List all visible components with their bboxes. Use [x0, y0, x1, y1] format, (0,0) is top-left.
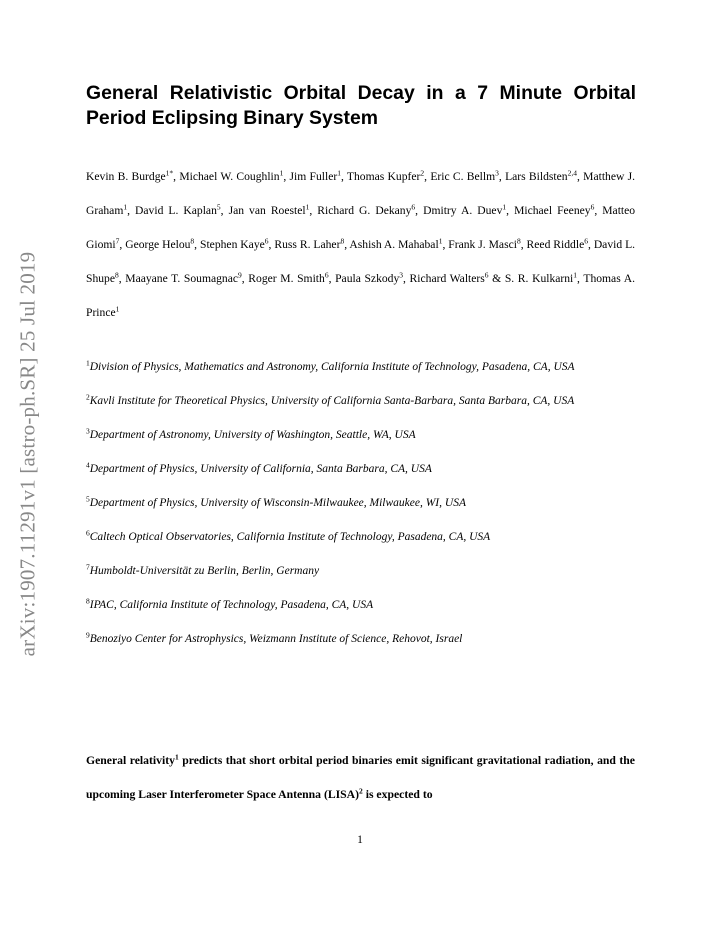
affiliation-list [86, 350, 635, 656]
author-separator: , [498, 170, 506, 183]
author-affiliation-marker: 6 [324, 270, 329, 280]
author-separator: , [594, 204, 603, 217]
author-name: Ashish A. Mahabal [349, 238, 439, 251]
author-name: S. R. Kulkarni [504, 272, 574, 285]
author-affiliation-marker: 8 [340, 236, 345, 246]
author-affiliation-marker: 2 [420, 168, 425, 178]
author-separator: , [173, 170, 180, 183]
author-name: Jim Fuller [289, 170, 338, 183]
author-affiliation-marker: 1 [438, 236, 443, 246]
author [423, 204, 506, 217]
author [527, 238, 588, 251]
author-separator: , [283, 170, 290, 183]
author-separator: , [309, 204, 318, 217]
author-name: George Helou [125, 238, 191, 251]
author-separator: , [220, 204, 229, 217]
author [289, 170, 340, 183]
author [125, 272, 242, 285]
arxiv-stamp [15, 241, 41, 667]
affiliation-number: 8 [86, 596, 90, 606]
author-separator: , [415, 204, 424, 217]
author-separator: , [424, 170, 431, 183]
author-separator: , [577, 272, 584, 285]
author-separator: , [340, 170, 347, 183]
author-separator: , [127, 204, 136, 217]
affiliation-number: 6 [86, 528, 90, 538]
author-separator: , [344, 238, 350, 251]
author-affiliation-marker: 1 [123, 202, 128, 212]
author-affiliation-marker: 1 [279, 168, 284, 178]
author [274, 238, 344, 251]
author-affiliation-marker: 3 [495, 168, 499, 178]
author [349, 238, 442, 251]
author [505, 272, 577, 285]
author-affiliation-marker: 1 [115, 304, 120, 314]
author [229, 204, 310, 217]
affiliation-item [86, 588, 635, 622]
author-affiliation-marker: 9 [238, 270, 242, 280]
author-name: Paula Szkody [335, 272, 400, 285]
affiliation-item [86, 384, 635, 418]
affiliation-number: 3 [86, 426, 90, 436]
affiliation-number: 5 [86, 494, 90, 504]
affiliation-item [86, 554, 635, 588]
author [410, 272, 489, 285]
author-affiliation-marker: 1 [573, 270, 578, 280]
author-name: Richard G. Dekany [317, 204, 412, 217]
abstract-text-2: predicts that short orbital period binaries emit significant gravitational radiation, and the upcoming Laser Interferometer Space Antenna (LISA) [86, 754, 635, 801]
author-affiliation-marker: 6 [264, 236, 269, 246]
author-affiliation-marker: 6 [484, 270, 489, 280]
author-name: Russ R. Laher [274, 238, 341, 251]
affiliation-item [86, 452, 635, 486]
author-name: David L. Kaplan [135, 204, 217, 217]
author-name: Kevin B. Burdge [86, 170, 166, 183]
author-separator: , [118, 272, 126, 285]
affiliation-number: 2 [86, 392, 90, 402]
author [448, 238, 520, 251]
author-affiliation-marker: 5 [216, 202, 221, 212]
author-affiliation-marker: 1 [502, 202, 507, 212]
author-name: Michael Feeney [514, 204, 591, 217]
author-name: David L. Shupe [86, 238, 636, 285]
author-affiliation-marker: 1 [337, 168, 341, 178]
abstract-paragraph [86, 744, 635, 812]
author-separator: , [442, 238, 449, 251]
author [125, 238, 194, 251]
author [135, 204, 221, 217]
affiliation-item [86, 486, 635, 520]
author-separator: , [328, 272, 336, 285]
author-affiliation-marker: 1 [305, 202, 310, 212]
author-name: Matthew J. Graham [86, 170, 636, 217]
author [514, 204, 594, 217]
author-affiliation-marker: 6 [411, 202, 416, 212]
author-affiliation-marker: 6 [590, 202, 595, 212]
author-name: Roger M. Smith [248, 272, 325, 285]
author [335, 272, 403, 285]
reference-1: 1 [174, 752, 179, 762]
affiliation-item [86, 622, 635, 656]
affiliation-text: Department of Astronomy, University of Washington, Seattle, WA, USA [89, 429, 416, 441]
affiliation-item [86, 350, 635, 384]
reference-2: 2 [359, 786, 363, 796]
author-name: Michael W. Coughlin [179, 170, 280, 183]
author-affiliation-marker: 6 [584, 236, 588, 246]
author [86, 170, 173, 183]
affiliation-item [86, 520, 635, 554]
author [317, 204, 415, 217]
paper-title: General Relativistic Orbital Decay in a 7 Minute Orbital Period Eclipsing Binary System [86, 82, 636, 129]
author-name: Frank J. Masci [448, 238, 517, 251]
affiliation-text: IPAC, California Institute of Technology, Pasadena, CA, USA [89, 599, 374, 611]
author [347, 170, 424, 183]
author-separator: , [520, 238, 527, 251]
affiliation-text: Department of Physics, University of Wisconsin-Milwaukee, Milwaukee, WI, USA [89, 497, 466, 509]
author [248, 272, 328, 285]
author [200, 238, 269, 251]
author-name: Stephen Kaye [200, 238, 265, 251]
abstract-text-3: is expected to [362, 788, 433, 801]
affiliation-text: Division of Physics, Mathematics and Astronomy, California Institute of Technology, Pasadena, CA, USA [89, 361, 575, 373]
author-affiliation-marker: 7 [115, 236, 120, 246]
author-separator: , [119, 238, 126, 251]
author-affiliation-marker: 3 [399, 270, 404, 280]
author-separator: & [488, 272, 505, 285]
affiliation-text: Benoziyo Center for Astrophysics, Weizmann Institute of Science, Rehovot, Israel [89, 633, 463, 645]
author-separator: , [194, 238, 201, 251]
author-affiliation-marker: 8 [114, 270, 119, 280]
author-separator: , [587, 238, 594, 251]
author [179, 170, 283, 183]
author [430, 170, 499, 183]
author-separator: , [268, 238, 275, 251]
author-name: Eric C. Bellm [430, 170, 496, 183]
author-name: Reed Riddle [526, 238, 585, 251]
affiliation-text: Caltech Optical Observatories, California Institute of Technology, Pasadena, CA, USA [89, 531, 491, 543]
author-affiliation-marker: 8 [190, 236, 195, 246]
author-name: Thomas Kupfer [346, 170, 421, 183]
affiliation-text: Humboldt-Universität zu Berlin, Berlin, Germany [89, 565, 320, 577]
author-name: Maayane T. Soumagnac [125, 272, 239, 285]
affiliation-number: 7 [86, 562, 90, 572]
affiliation-number: 4 [86, 460, 90, 470]
author [505, 170, 577, 183]
author-separator: , [403, 272, 410, 285]
author-separator: , [241, 272, 249, 285]
author-name: Lars Bildsten [505, 170, 568, 183]
author-affiliation-marker: 8 [516, 236, 521, 246]
author-name: Thomas A. Prince [86, 272, 635, 319]
page-number: 1 [357, 834, 363, 846]
author-name: Dmitry A. Duev [423, 204, 503, 217]
affiliation-text: Kavli Institute for Theoretical Physics, University of California Santa-Barbara, Santa Barbara, CA, USA [89, 395, 575, 407]
author-separator: , [576, 170, 584, 183]
author-name: Matteo Giomi [86, 204, 636, 251]
author-list [86, 160, 635, 330]
author-affiliation-marker: 2,4 [567, 168, 577, 178]
affiliation-number: 9 [86, 630, 90, 640]
arxiv-identifier[interactable]: arXiv:1907.11291v1 [astro-ph.SR] 25 Jul 2019 [15, 251, 40, 657]
author-separator: , [506, 204, 515, 217]
author-name: Jan van Roestel [228, 204, 306, 217]
abstract-text-1: General relativity [86, 754, 175, 767]
author-name: Richard Walters [409, 272, 485, 285]
affiliation-text: Department of Physics, University of California, Santa Barbara, CA, USA [89, 463, 432, 475]
author-affiliation-marker: 1* [165, 168, 174, 178]
affiliation-number: 1 [86, 358, 90, 368]
affiliation-item [86, 418, 635, 452]
